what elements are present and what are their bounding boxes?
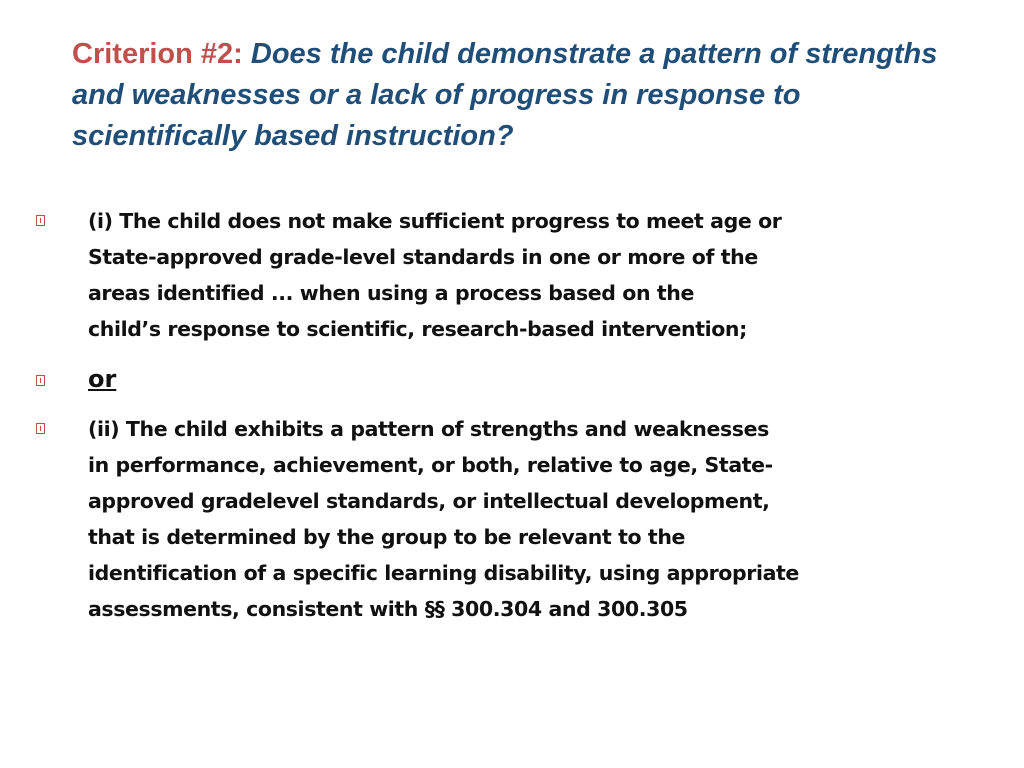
bullet-line: State-approved grade-level standards in one or more of the	[88, 245, 758, 269]
bullet-list	[36, 203, 916, 641]
bullet-glyph-icon	[36, 215, 45, 226]
bullet-line: areas identified ... when using a process based on the	[88, 281, 694, 305]
bullet-glyph-icon	[36, 375, 45, 386]
criterion-question: Does the child demonstrate a pattern of strengths and weaknesses or a lack of progress in response to scientifically based instruction?	[72, 38, 938, 152]
criterion-label: Criterion #2:	[72, 38, 251, 70]
bullet-line: approved gradelevel standards, or intellectual development,	[88, 489, 770, 513]
bullet-item-criterion-i	[36, 203, 916, 347]
bullet-text	[88, 411, 916, 627]
slide-title	[72, 34, 972, 157]
or-connector: or	[88, 365, 117, 393]
bullet-line: in performance, achievement, or both, relative to age, State-	[88, 453, 773, 477]
bullet-text	[88, 203, 916, 347]
bullet-line: (i) The child does not make sufficient progress to meet age or	[88, 209, 782, 233]
bullet-item-criterion-ii	[36, 411, 916, 627]
bullet-line: assessments, consistent with §§ 300.304 and 300.305	[88, 597, 688, 621]
bullet-line: (ii) The child exhibits a pattern of strengths and weaknesses	[88, 417, 769, 441]
bullet-glyph-icon	[36, 423, 45, 434]
bullet-line: child’s response to scientific, research-based intervention;	[88, 317, 747, 341]
bullet-line: that is determined by the group to be relevant to the	[88, 525, 686, 549]
bullet-item-or	[36, 361, 916, 397]
bullet-line: identification of a specific learning disability, using appropriate	[88, 561, 799, 585]
